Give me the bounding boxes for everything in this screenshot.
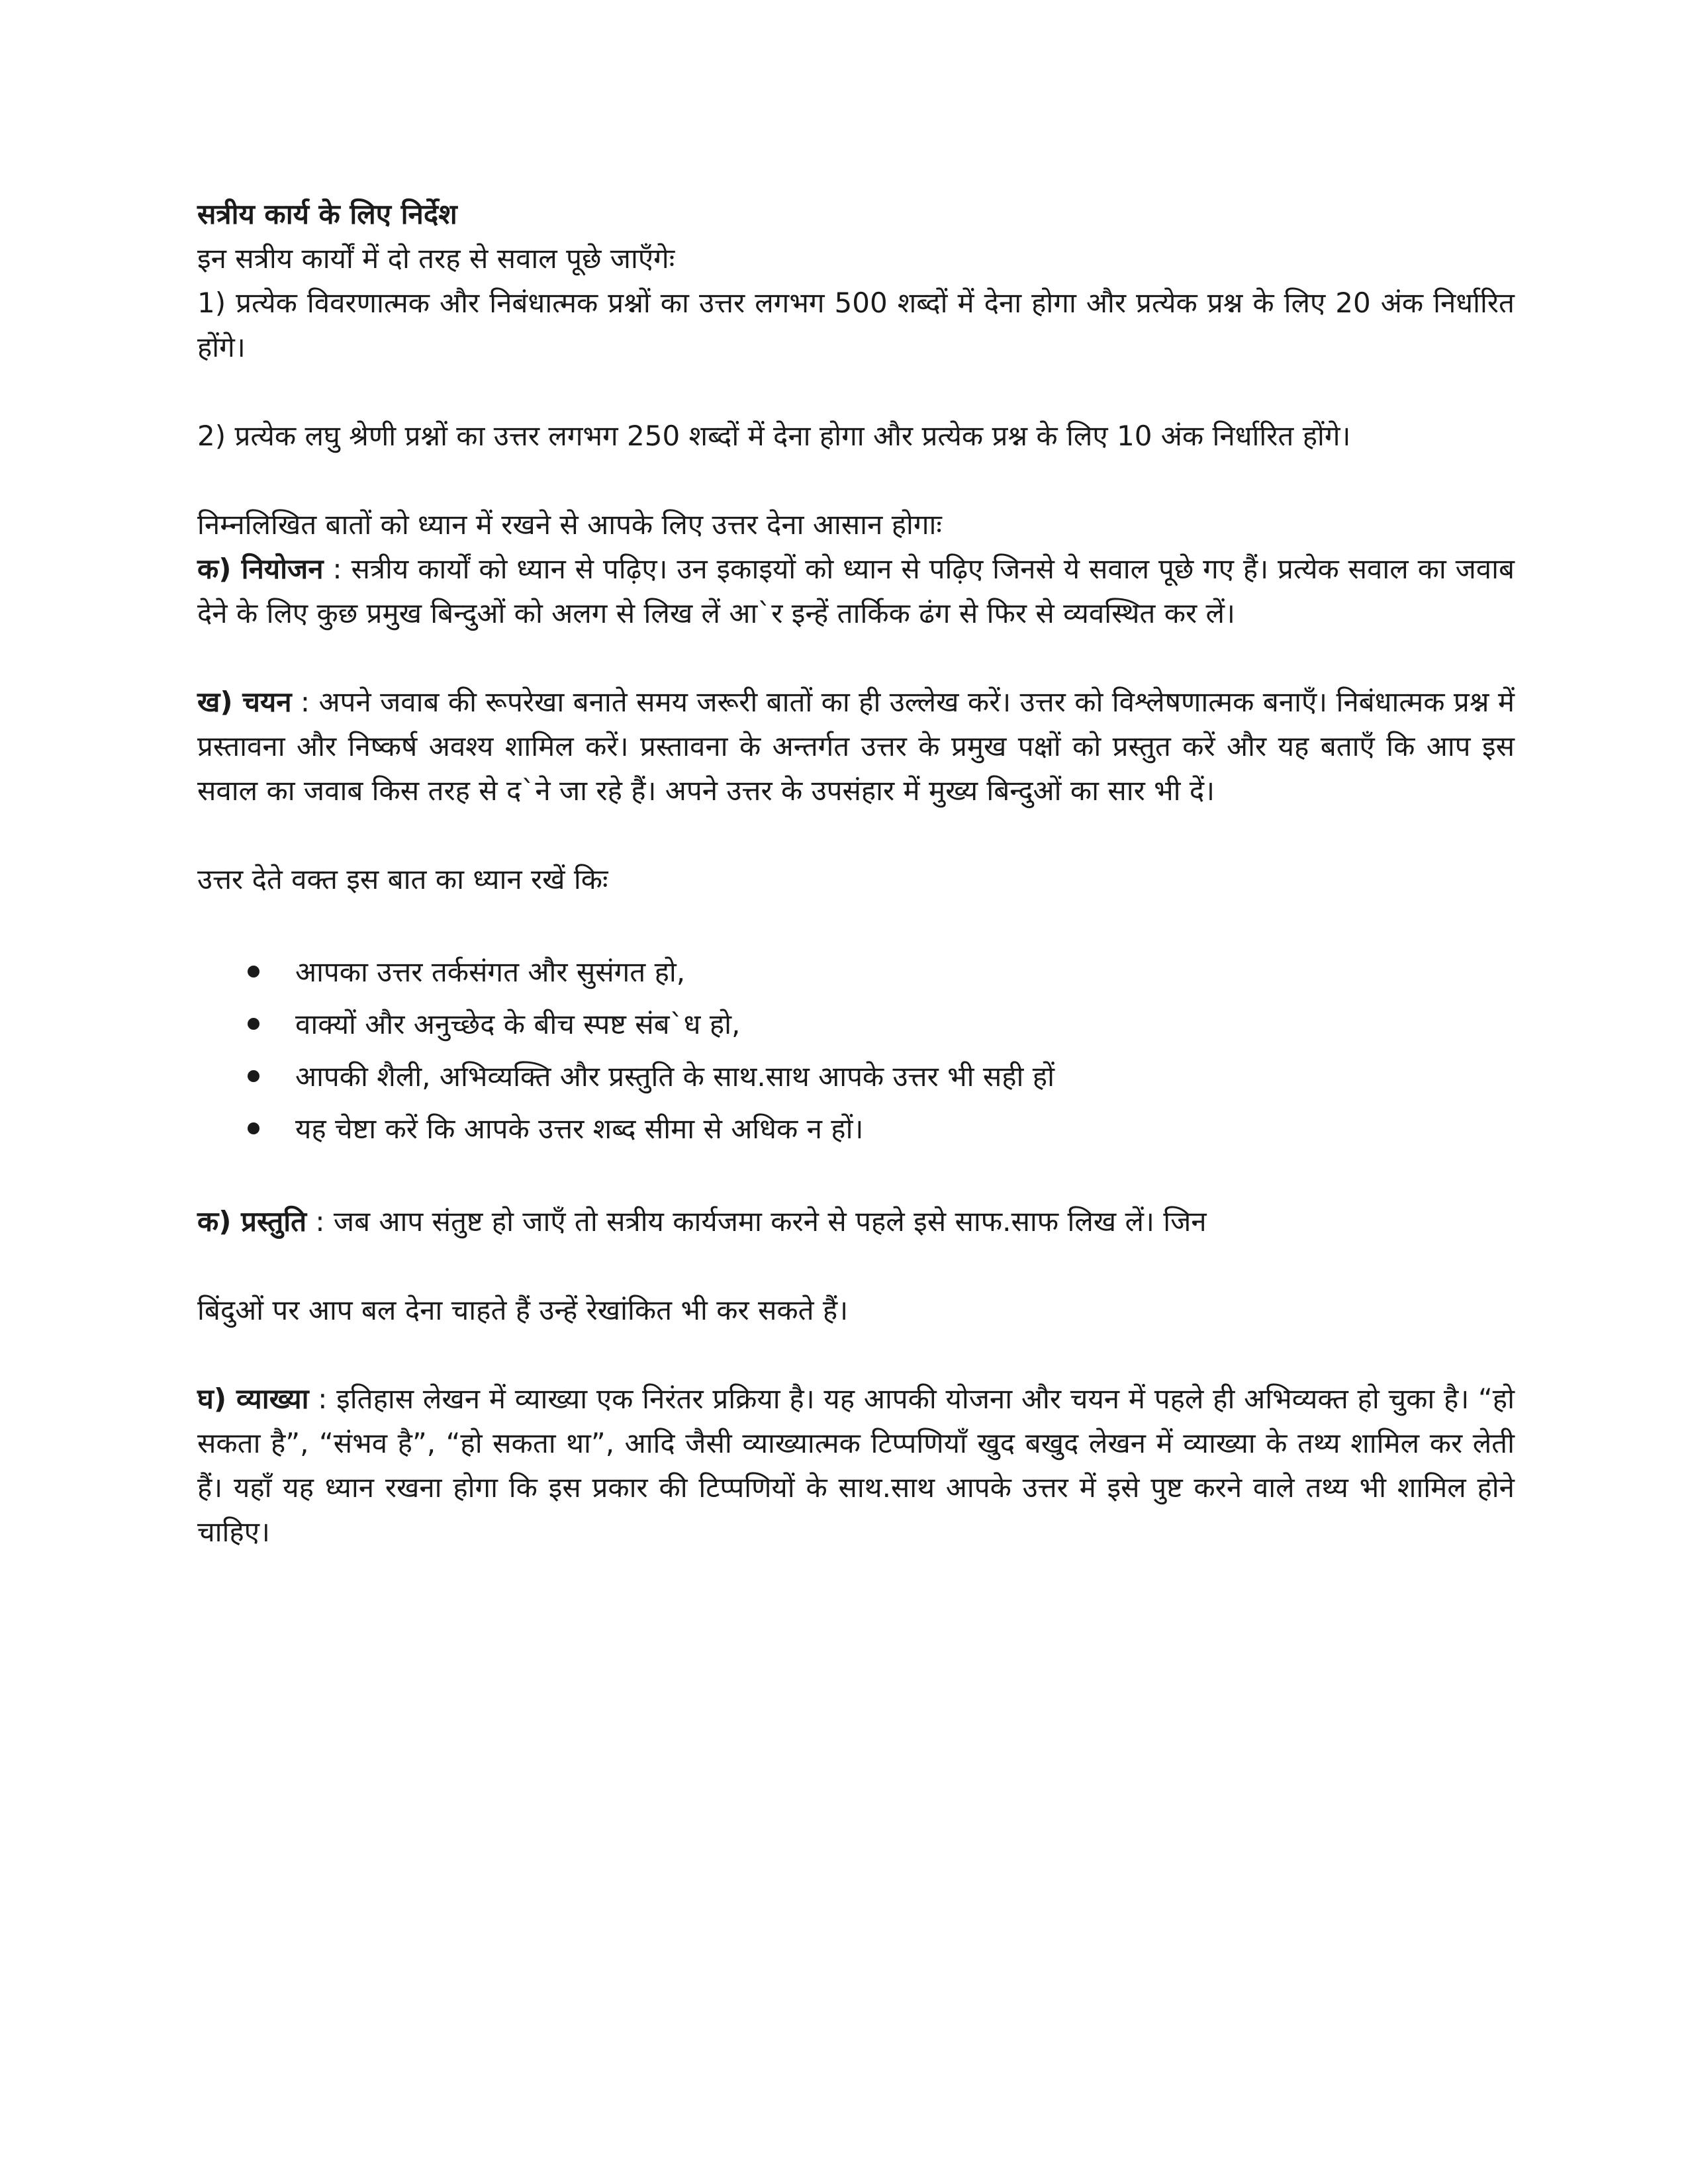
interpretation-text: : इतिहास लेखन में व्याख्या एक निरंतर प्रक्रिया है। यह आपकी योजना और चयन में पहले ही अभिव्यक्त हो चुका है। “हो सकता है”, “संभव है”, “हो सकता था”, आदि जैसी व्याख्यात्मक टिप्पणियाँ खुद बखुद लेखन में व्याख्या के तथ्य शामिल कर लेती हैं। यहाँ यह ध्यान रखना होगा कि इस प्रकार की टिप्पणियों के साथ.साथ आपके उत्तर में इसे पुष्ट करने वाले तथ्य भी शामिल होने चाहिए।: [197, 1383, 1515, 1548]
planning-paragraph: [197, 547, 1515, 635]
list-item: [197, 1103, 1515, 1155]
interpretation-paragraph: [197, 1377, 1515, 1554]
list-item-text: आपका उत्तर तर्कसंगत और सुसंगत हो,: [295, 956, 686, 988]
list-item: [197, 1050, 1515, 1103]
list-item-text: वाक्यों और अनुच्छेद के बीच स्पष्ट संब`ध हो,: [295, 1008, 741, 1040]
bullet-icon: [248, 1018, 259, 1030]
guideline-list: [197, 946, 1515, 1155]
list-item: [197, 998, 1515, 1050]
bullet-icon: [248, 1070, 259, 1082]
planning-label: क) नियोजन: [197, 553, 324, 585]
selection-label: ख) चयन: [197, 686, 292, 718]
bullet-icon: [248, 966, 259, 978]
interpretation-label: घ) व्याख्या: [197, 1383, 309, 1415]
instruction-point-2: 2) प्रत्येक लघु श्रेणी प्रश्नों का उत्तर लगभग 250 शब्दों में देना होगा और प्रत्येक प्रश्न के लिए 10 अंक निर्धारित होंगे।: [197, 420, 1351, 452]
list-item: [197, 946, 1515, 998]
spacer: [197, 369, 1515, 414]
bullet-icon: [248, 1122, 259, 1134]
spacer: [197, 1244, 1515, 1288]
intro-text: इन सत्रीय कार्यों में दो तरह से सवाल पूछे जाएँगेः: [197, 242, 675, 275]
planning-text: : सत्रीय कार्यों को ध्यान से पढ़िए। उन इकाइयों को ध्यान से पढ़िए जिनसे ये सवाल पूछे गए हैं। प्रत्येक सवाल का जवाब देने के लिए कुछ प्रमुख बिन्दुओं को अलग से लिख लें आ`र इन्हें तार्किक ढंग से फिर से व्यवस्थित कर लें।: [197, 553, 1515, 629]
spacer: [197, 1155, 1515, 1199]
presentation-text: : जब आप संतुष्ट हो जाएँ तो सत्रीय कार्यजमा करने से पहले इसे साफ.साफ लिख लें। जिन: [306, 1205, 1207, 1238]
answer-note: उत्तर देते वक्त इस बात का ध्यान रखें किः: [197, 863, 608, 895]
document-title: सत्रीय कार्य के लिए निर्देश: [197, 198, 457, 230]
instruction-point-1: 1) प्रत्येक विवरणात्मक और निबंधात्मक प्रश्नों का उत्तर लगभग 500 शब्दों में देना होगा और प्रत्येक प्रश्न के लिए 20 अंक निर्धारित होंगे।: [197, 287, 1515, 363]
selection-paragraph: [197, 680, 1515, 813]
spacer: [197, 635, 1515, 680]
selection-text: : अपने जवाब की रूपरेखा बनाते समय जरूरी बातों का ही उल्लेख करें। उत्तर को विश्लेषणात्मक बनाएँ। निबंधात्मक प्रश्न में प्रस्तावना और निष्कर्ष अवश्य शामिल करें। प्रस्तावना के अन्तर्गत उत्तर के प्रमुख पक्षों को प्रस्तुत करें और यह बताएँ कि आप इस सवाल का जवाब किस तरह से द`ने जा रहे हैं। अपने उत्तर के उपसंहार में मुख्य बिन्दुओं का सार भी दें।: [197, 686, 1515, 807]
list-item-text: आपकी शैली, अभिव्यक्ति और प्रस्तुति के साथ.साथ आपके उत्तर भी सही हों: [295, 1060, 1055, 1093]
tips-intro: निम्नलिखित बातों को ध्यान में रखने से आपके लिए उत्तर देना आसान होगाः: [197, 508, 942, 541]
presentation-label: क) प्रस्तुति: [197, 1205, 307, 1238]
spacer: [197, 458, 1515, 502]
presentation-continuation: बिंदुओं पर आप बल देना चाहते हैं उन्हें रेखांकित भी कर सकते हैं।: [197, 1294, 849, 1326]
spacer: [197, 1332, 1515, 1377]
spacer: [197, 901, 1515, 946]
spacer: [197, 813, 1515, 857]
presentation-paragraph: [197, 1199, 1515, 1244]
document-page: [197, 192, 1515, 1554]
list-item-text: यह चेष्टा करें कि आपके उत्तर शब्द सीमा से अधिक न हों।: [295, 1113, 864, 1145]
